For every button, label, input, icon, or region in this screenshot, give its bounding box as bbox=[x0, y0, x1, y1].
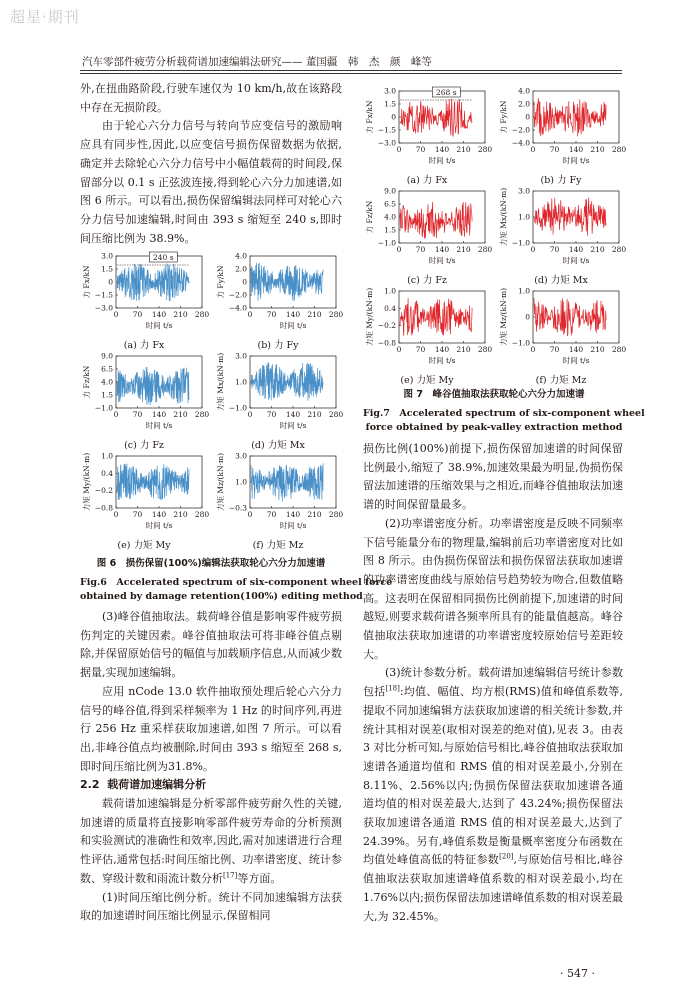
signal-trace bbox=[251, 463, 323, 501]
y-tick-label: −1.0 bbox=[94, 403, 113, 413]
svg-text:268 s: 268 s bbox=[436, 88, 457, 97]
x-tick-label: 280 bbox=[611, 245, 627, 254]
subplot-caption: (d) 力矩 Mx bbox=[251, 440, 305, 451]
y-tick-label: 4.0 bbox=[384, 212, 396, 222]
x-axis-label: 时间 t/s bbox=[562, 256, 590, 265]
subplot-a bbox=[80, 250, 208, 352]
figure-7-caption-en-line1: Fig.7 Accelerated spectrum of six-component wheel bbox=[363, 408, 645, 419]
subplot-e bbox=[363, 285, 491, 387]
header-rule-top bbox=[80, 70, 622, 71]
x-tick-label: 0 bbox=[113, 510, 119, 519]
subplot-caption: (f) 力矩 Mz bbox=[252, 540, 304, 551]
x-axis-label: 时间 t/s bbox=[279, 421, 307, 430]
x-tick-label: 70 bbox=[132, 410, 143, 419]
paragraph-text: 等方面。 bbox=[237, 871, 282, 885]
duration-annotation bbox=[117, 252, 189, 265]
subplot-caption: (b) 力 Fy bbox=[257, 340, 299, 351]
x-tick-label: 140 bbox=[285, 510, 301, 519]
paragraph-text: 载荷谱加速编辑是分析零部件疲劳耐久性的关键,加速谱的质量将直接影响零部件疲劳寿命的分析预测和实验测试的准确性和效率,因此,需对加速谱进行合理性评估,通常包括:时间压缩比例、功率谱密度、统计参数、穿级计数和雨流计数分析 bbox=[80, 797, 342, 885]
y-axis-label: 力矩 Mx/(kN·m) bbox=[216, 352, 225, 412]
y-axis-label: 力 Fx/kN bbox=[82, 265, 91, 299]
x-tick-label: 280 bbox=[328, 410, 344, 419]
y-tick-label: 4.0 bbox=[101, 377, 113, 387]
figure-6-caption-en-line2: obtained by damage retention(100%) editing method bbox=[80, 591, 363, 602]
running-header: 汽车零部件疲劳分析载荷谱加速编辑法研究—— 董国疆 韩 杰 颜 峰等 bbox=[82, 56, 432, 68]
x-axis-label: 时间 t/s bbox=[562, 356, 590, 365]
x-tick-label: 280 bbox=[328, 310, 344, 319]
y-tick-label: −1.0 bbox=[377, 238, 396, 248]
x-tick-label: 210 bbox=[307, 510, 322, 519]
y-tick-label: −1.5 bbox=[94, 290, 113, 300]
signal-trace bbox=[251, 363, 323, 401]
x-tick-label: 0 bbox=[396, 145, 402, 154]
y-tick-label: 1.5 bbox=[101, 390, 113, 400]
subplot-a bbox=[363, 85, 491, 187]
y-tick-label: −4.0 bbox=[511, 138, 530, 148]
x-tick-label: 0 bbox=[530, 145, 536, 154]
x-tick-label: 0 bbox=[113, 310, 119, 319]
signal-trace bbox=[251, 263, 323, 302]
x-tick-label: 140 bbox=[568, 345, 584, 354]
figure-7 bbox=[363, 85, 625, 385]
x-tick-label: 140 bbox=[434, 245, 450, 254]
y-tick-label: 1.0 bbox=[518, 212, 530, 222]
x-tick-label: 210 bbox=[173, 510, 188, 519]
y-tick-label: −1.0 bbox=[228, 403, 247, 413]
watermark: 超星·期刊 bbox=[10, 8, 80, 26]
x-tick-label: 70 bbox=[266, 410, 277, 419]
y-tick-label: 1.0 bbox=[235, 477, 247, 487]
y-tick-label: −0.2 bbox=[94, 486, 113, 496]
page-number: · 547 · bbox=[560, 967, 595, 980]
duration-annotation bbox=[400, 87, 472, 100]
y-tick-label: −0.8 bbox=[94, 503, 113, 513]
subplot-caption: (e) 力矩 My bbox=[117, 540, 171, 551]
y-tick-label: 6.5 bbox=[384, 199, 396, 209]
y-axis-label: 力 Fz/kN bbox=[365, 200, 374, 234]
x-tick-label: 70 bbox=[266, 510, 277, 519]
x-tick-label: 70 bbox=[132, 510, 143, 519]
y-tick-label: 3.0 bbox=[101, 251, 113, 261]
y-tick-label: 9.0 bbox=[101, 351, 113, 361]
y-tick-label: 0.4 bbox=[101, 468, 113, 478]
y-tick-label: 1.5 bbox=[384, 225, 396, 235]
x-tick-label: 210 bbox=[307, 310, 322, 319]
section-title: 载荷谱加速编辑分析 bbox=[107, 778, 207, 792]
x-tick-label: 70 bbox=[549, 245, 560, 254]
y-axis-label: 力矩 Mz/(kN·m) bbox=[499, 288, 508, 346]
svg-text:240 s: 240 s bbox=[153, 253, 174, 262]
signal-trace bbox=[534, 298, 606, 336]
x-axis-label: 时间 t/s bbox=[279, 521, 307, 530]
left-column-bottom bbox=[80, 608, 342, 926]
x-axis-label: 时间 t/s bbox=[145, 321, 173, 330]
x-tick-label: 280 bbox=[611, 145, 627, 154]
y-axis-label: 力矩 My/(kN·m) bbox=[82, 452, 91, 512]
section-heading bbox=[80, 776, 342, 795]
x-tick-label: 280 bbox=[477, 245, 493, 254]
right-column-text bbox=[363, 440, 623, 926]
subplot-d bbox=[497, 185, 625, 287]
y-tick-label: −4.0 bbox=[228, 303, 247, 313]
x-tick-label: 70 bbox=[266, 310, 277, 319]
y-axis-label: 力 Fy/kN bbox=[216, 265, 225, 299]
subplot-caption: (a) 力 Fx bbox=[406, 175, 448, 186]
paragraph-text: ,与原始信号相比,峰谷值抽取法获取加速谱峰值系数的相对误差最小,均在 1.76%以内;损伤保留法加速谱峰值系数的相对误差最大,为 32.45%。 bbox=[363, 853, 624, 923]
signal-trace bbox=[400, 202, 472, 239]
x-axis-label: 时间 t/s bbox=[145, 421, 173, 430]
x-tick-label: 0 bbox=[396, 245, 402, 254]
y-tick-label: −1.0 bbox=[511, 238, 530, 248]
citation: [17] bbox=[223, 871, 238, 880]
x-tick-label: 210 bbox=[590, 245, 605, 254]
left-column-top bbox=[80, 80, 342, 248]
x-tick-label: 280 bbox=[611, 345, 627, 354]
y-tick-label: 3.0 bbox=[384, 86, 396, 96]
x-tick-label: 210 bbox=[590, 345, 605, 354]
citation: [18] bbox=[385, 684, 400, 693]
subplot-b bbox=[214, 250, 342, 352]
signal-trace bbox=[117, 464, 189, 500]
subplot-c bbox=[363, 185, 491, 287]
x-tick-label: 140 bbox=[151, 310, 167, 319]
y-axis-label: 力 Fy/kN bbox=[499, 100, 508, 134]
y-tick-label: 3.0 bbox=[235, 451, 247, 461]
x-tick-label: 280 bbox=[194, 310, 210, 319]
x-tick-label: 140 bbox=[151, 410, 167, 419]
subplot-d bbox=[214, 350, 342, 452]
x-tick-label: 0 bbox=[247, 310, 253, 319]
signal-trace bbox=[534, 198, 606, 236]
y-tick-label: 1.5 bbox=[101, 264, 113, 274]
y-axis-label: 力 Fx/kN bbox=[365, 100, 374, 134]
subplot-b bbox=[497, 85, 625, 187]
y-tick-label: 2.0 bbox=[235, 264, 247, 274]
subplot-e bbox=[80, 450, 208, 552]
subplot-caption: (e) 力矩 My bbox=[400, 375, 454, 386]
paragraph: (2)功率谱密度分析。功率谱密度是反映不同频率下信号能量分布的物理量,编辑前后功率谱密度对比如图 8 所示。由伪损伤保留法和损伤保留法获取加速谱的功率谱密度曲线与原始信号趋势较为吻合,但数值略高。这表明在保留相同损伤比例前提下,加速谱的时间越短,则要求载荷谱各频率所具有的能量值越高。峰谷值抽取法获取加速谱的功率谱密度较原始信号差距较大。 bbox=[363, 516, 623, 661]
subplot-caption: (f) 力矩 Mz bbox=[535, 375, 587, 386]
x-tick-label: 70 bbox=[415, 145, 426, 154]
citation: [20] bbox=[499, 852, 514, 861]
signal-trace bbox=[400, 99, 472, 137]
y-tick-label: −2.0 bbox=[511, 125, 530, 135]
y-axis-label: 力 Fz/kN bbox=[82, 365, 91, 399]
x-tick-label: 280 bbox=[477, 345, 493, 354]
x-tick-label: 0 bbox=[113, 410, 119, 419]
x-tick-label: 280 bbox=[477, 145, 493, 154]
subplot-caption: (d) 力矩 Mx bbox=[534, 275, 588, 286]
y-tick-label: 0 bbox=[391, 112, 396, 122]
signal-trace bbox=[400, 298, 472, 336]
y-tick-label: 1.0 bbox=[518, 286, 530, 296]
paragraph: 应用 nCode 13.0 软件抽取预处理后轮心六分力信号的峰谷值,得到采样频率为 1 Hz 的时间序列,再进行 256 Hz 重采样获取加速谱,如图 7 所示。可以看出,非峰谷值点均被删除,时间由 393 s 缩短至 268 s,即时间压缩比例为31.8%。 bbox=[80, 684, 342, 773]
x-tick-label: 140 bbox=[285, 410, 301, 419]
y-tick-label: 1.0 bbox=[101, 451, 113, 461]
x-axis-label: 时间 t/s bbox=[279, 321, 307, 330]
x-tick-label: 140 bbox=[568, 245, 584, 254]
x-tick-label: 210 bbox=[456, 145, 471, 154]
y-axis-label: 力矩 Mz/(kN·m) bbox=[216, 453, 225, 511]
x-tick-label: 140 bbox=[151, 510, 167, 519]
y-tick-label: −0.3 bbox=[228, 503, 247, 513]
y-tick-label: 9.0 bbox=[384, 186, 396, 196]
y-tick-label: 4.0 bbox=[235, 251, 247, 261]
y-tick-label: 0 bbox=[242, 277, 247, 287]
x-tick-label: 140 bbox=[434, 345, 450, 354]
x-tick-label: 70 bbox=[415, 345, 426, 354]
figure-7-caption-en-line2: force obtained by peak-valley extraction method bbox=[365, 422, 623, 433]
y-tick-label: 6.5 bbox=[101, 364, 113, 374]
paragraph: (3)峰谷值抽取法。载荷峰谷值是影响零件疲劳损伤判定的关键因素。峰谷值抽取法可将非峰谷值点剔除,并保留原始信号的幅值与加载顺序信息,从而减少数据量,实现加速编辑。 bbox=[80, 610, 342, 680]
x-tick-label: 0 bbox=[247, 410, 253, 419]
y-tick-label: −0.8 bbox=[377, 338, 396, 348]
subplot-caption: (b) 力 Fy bbox=[540, 175, 582, 186]
signal-trace bbox=[117, 367, 189, 405]
y-tick-label: −3.0 bbox=[94, 303, 113, 313]
subplot-caption: (a) 力 Fx bbox=[123, 340, 165, 351]
x-tick-label: 140 bbox=[285, 310, 301, 319]
x-tick-label: 210 bbox=[173, 410, 188, 419]
figure-6-caption-cn: 图 6 损伤保留(100%)编辑法获取轮心六分力加速谱 bbox=[96, 558, 326, 569]
y-tick-label: 1.5 bbox=[384, 99, 396, 109]
y-tick-label: −3.0 bbox=[377, 138, 396, 148]
y-tick-label: −1.0 bbox=[511, 338, 530, 348]
subplot-f bbox=[214, 450, 342, 552]
x-tick-label: 0 bbox=[396, 345, 402, 354]
y-axis-label: 力矩 My/(kN·m) bbox=[365, 287, 374, 347]
x-axis-label: 时间 t/s bbox=[428, 356, 456, 365]
y-tick-label: 4.0 bbox=[518, 86, 530, 96]
subplot-f bbox=[497, 285, 625, 387]
header-rule-bottom bbox=[80, 73, 622, 74]
paragraph: 外,在扭曲路阶段,行驶车速仅为 10 km/h,故在该路段中存在无损阶段。 bbox=[80, 82, 342, 114]
signal-trace bbox=[117, 263, 189, 301]
figure-6-caption-en-line1: Fig.6 Accelerated spectrum of six-component wheel force bbox=[80, 577, 393, 588]
y-tick-label: 0 bbox=[108, 277, 113, 287]
paragraph: 损伤比例(100%)前提下,损伤保留加速谱的时间保留比例最小,缩短了 38.9%,加速效果最为明显,伪损伤保留法加速谱的压缩效果与之相近,而峰谷值抽取法加速谱的时间保留量最多。 bbox=[363, 442, 623, 512]
y-tick-label: 2.0 bbox=[518, 99, 530, 109]
x-tick-label: 210 bbox=[456, 245, 471, 254]
y-tick-label: 0.4 bbox=[384, 303, 396, 313]
y-tick-label: 1.0 bbox=[235, 377, 247, 387]
x-tick-label: 210 bbox=[307, 410, 322, 419]
paragraph-text: :均值、幅值、均方根(RMS)值和峰值系数等,提取不同加速编辑方法获取加速谱的相关统计参数,并统计其相对误差(取相对误差的绝对值),见表 3。由表 3 对比分析可知,与原始信号相比,峰谷值抽取法获取加速谱各通道均值和 RMS 值的相对误差最小,分别在 8.11%、2.56%以内;伪损伤保留法获取加速谱各通道均值的相对误差最大,达到了 43.24%;损伤保留法获取加速谱各通道 RMS 值的相对误差最大,达到了 24.39%。另有,峰值系数是衡量概率密度分布函数在均值处峰值高低的特征参数 bbox=[363, 685, 623, 867]
y-tick-label: −0.2 bbox=[377, 321, 396, 331]
y-tick-label: 3.0 bbox=[518, 186, 530, 196]
y-tick-label: −2.0 bbox=[228, 290, 247, 300]
x-tick-label: 0 bbox=[530, 345, 536, 354]
subplot-caption: (c) 力 Fz bbox=[124, 440, 164, 451]
x-axis-label: 时间 t/s bbox=[428, 256, 456, 265]
x-tick-label: 70 bbox=[549, 345, 560, 354]
section-number: 2.2 bbox=[80, 778, 100, 792]
y-tick-label: 3.0 bbox=[235, 351, 247, 361]
y-tick-label: 0 bbox=[525, 112, 530, 122]
paragraph bbox=[363, 664, 623, 926]
x-axis-label: 时间 t/s bbox=[562, 156, 590, 165]
x-tick-label: 210 bbox=[456, 345, 471, 354]
x-tick-label: 280 bbox=[328, 510, 344, 519]
y-tick-label: 0 bbox=[525, 312, 530, 322]
x-tick-label: 140 bbox=[434, 145, 450, 154]
x-axis-label: 时间 t/s bbox=[428, 156, 456, 165]
x-tick-label: 280 bbox=[194, 510, 210, 519]
y-axis-label: 力矩 Mx/(kN·m) bbox=[499, 187, 508, 247]
x-tick-label: 0 bbox=[530, 245, 536, 254]
subplot-caption: (c) 力 Fz bbox=[407, 275, 447, 286]
signal-trace bbox=[534, 98, 606, 136]
y-tick-label: 1.0 bbox=[384, 286, 396, 296]
paragraph: 由于轮心六分力信号与转向节应变信号的激励响应具有同步性,因此,以应变信号损伤保留数据为依据,确定并去除轮心六分力信号中小幅值载荷的时间段,保留部分以 0.1 s 正弦波连接,得到轮心六分力加速谱,如图 6 所示。可以看出,损伤保留编辑法同样可对轮心六分力信号加速编辑,时间由 393 s 缩短至 240 s,即时间压缩比例为 38.9%。 bbox=[80, 119, 342, 245]
x-tick-label: 140 bbox=[568, 145, 584, 154]
y-tick-label: −1.5 bbox=[377, 125, 396, 135]
paragraph: (1)时间压缩比例分析。统计不同加速编辑方法获取的加速谱时间压缩比例显示,保留相同 bbox=[80, 890, 342, 923]
figure-6 bbox=[80, 250, 342, 550]
subplot-c bbox=[80, 350, 208, 452]
x-tick-label: 70 bbox=[132, 310, 143, 319]
figure-7-caption-cn: 图 7 峰谷值抽取法获取轮心六分力加速谱 bbox=[403, 389, 585, 400]
x-tick-label: 210 bbox=[590, 145, 605, 154]
x-tick-label: 0 bbox=[247, 510, 253, 519]
paragraph-text: (3)统计参数分析。载荷谱加速编辑信号统计参数包括 bbox=[363, 666, 623, 699]
x-tick-label: 280 bbox=[194, 410, 210, 419]
x-tick-label: 70 bbox=[549, 145, 560, 154]
paragraph bbox=[80, 795, 342, 889]
x-axis-label: 时间 t/s bbox=[145, 521, 173, 530]
x-tick-label: 70 bbox=[415, 245, 426, 254]
x-tick-label: 210 bbox=[173, 310, 188, 319]
